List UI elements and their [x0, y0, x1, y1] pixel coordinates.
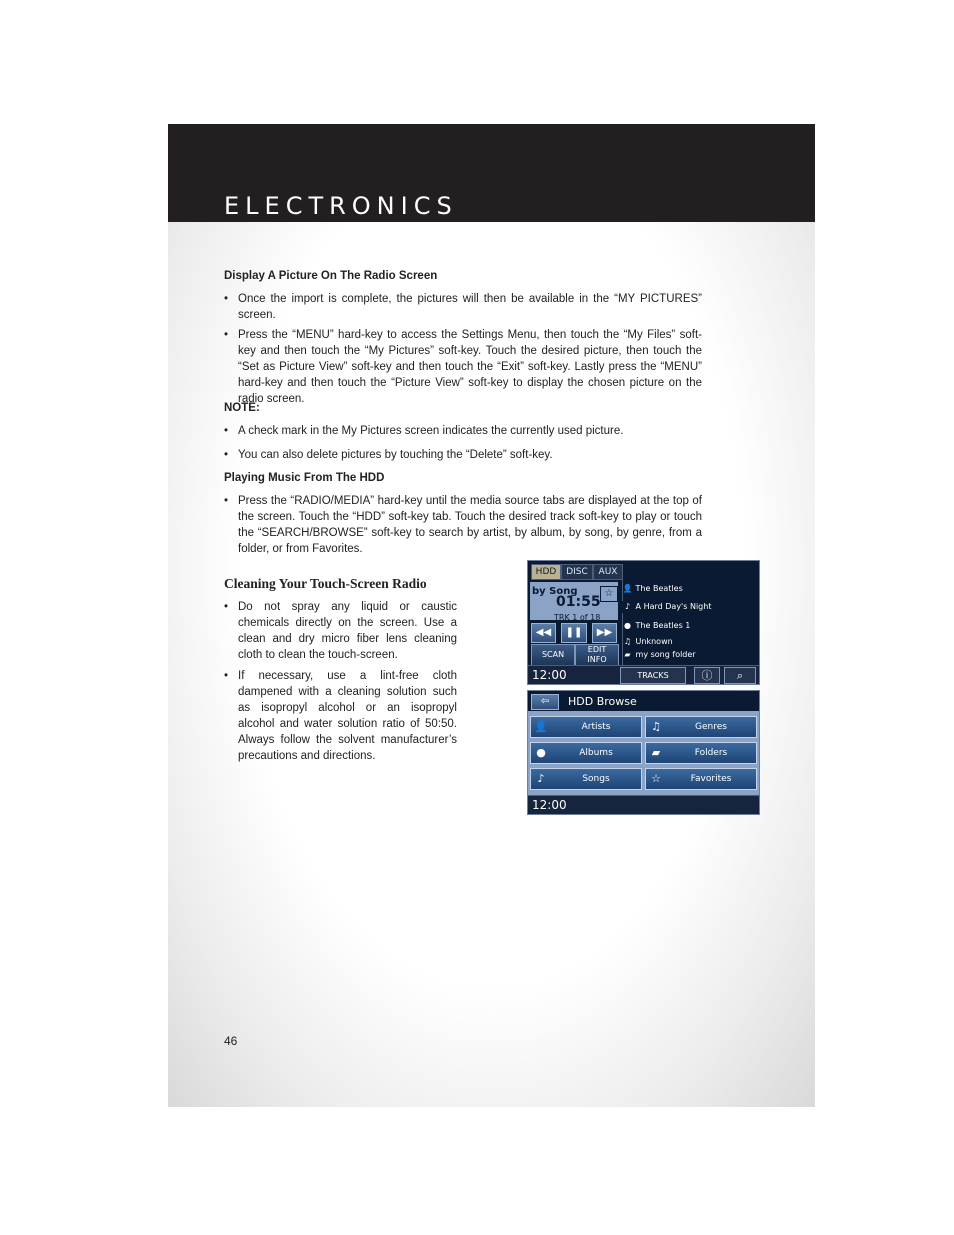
note-bullet-2 — [224, 447, 702, 463]
forward-button[interactable]: ▶▶ — [592, 623, 617, 643]
browse-title-bar — [528, 691, 759, 711]
cleaning-bullet-2 — [224, 668, 457, 764]
bullet-text: Once the import is complete, the pictures will then be available in the “MY PICTURES” screen. — [238, 293, 702, 321]
picture-heading: Display A Picture On The Radio Screen — [224, 270, 438, 282]
manual-page — [168, 124, 815, 1107]
edit-label: EDIT — [587, 645, 607, 654]
back-arrow-icon[interactable]: ⇦ — [531, 694, 559, 710]
song-icon: ♪ — [537, 772, 545, 785]
info-label: INFO — [587, 655, 607, 664]
note-heading: NOTE: — [224, 402, 260, 414]
pause-button[interactable]: ❚❚ — [561, 623, 587, 643]
guitar-icon: ♫ — [651, 720, 661, 733]
browse-title: HDD Browse — [568, 695, 637, 708]
tab-aux[interactable]: AUX — [593, 564, 623, 580]
bullet-dot: • — [224, 425, 229, 437]
list-item[interactable] — [622, 620, 757, 632]
status-bar — [528, 665, 759, 684]
tab-disc[interactable]: DISC — [561, 564, 593, 580]
browse-folders-button[interactable] — [645, 742, 757, 764]
page-number: 46 — [224, 1034, 238, 1048]
song-icon: ♪ — [624, 602, 631, 611]
tracks-button[interactable]: TRACKS — [620, 667, 686, 684]
folder-icon: ▰ — [651, 746, 661, 759]
list-item-label: The Beatles — [635, 584, 683, 593]
track-count: TRK 1 of 18 — [554, 613, 601, 622]
browse-albums-button[interactable] — [530, 742, 642, 764]
album-icon: ● — [536, 746, 546, 759]
list-item-label: The Beatles 1 — [635, 621, 691, 630]
hdd-heading: Playing Music From The HDD — [224, 472, 385, 484]
bullet-text: A check mark in the My Pictures screen indicates the currently used picture. — [238, 425, 624, 437]
bullet-dot: • — [224, 670, 229, 682]
browse-label: Favorites — [690, 774, 732, 784]
bullet-dot: • — [224, 449, 229, 461]
browse-label: Genres — [695, 722, 727, 732]
artist-icon: 👤 — [534, 720, 548, 733]
browse-genres-button[interactable] — [645, 716, 757, 738]
favorite-icon: ☆ — [651, 772, 661, 785]
browse-label: Albums — [579, 748, 613, 758]
search-icon[interactable]: ⌕ — [724, 667, 756, 684]
favorite-icon[interactable]: ☆ — [600, 586, 618, 602]
browse-grid — [528, 711, 759, 795]
browse-favorites-button[interactable] — [645, 768, 757, 790]
bullet-text: Press the “MENU” hard-key to access the Settings Menu, then touch the “My Files” soft-key and then touch the “My Pictures” soft-key. Touch the desired picture, then touch the “Set as Picture View” soft-key and then touch the “Exit” soft-key. Lastly press the “MENU” hard-key and then touch the “Picture View” soft-key to display the chosen picture on the radio screen. — [238, 329, 702, 405]
rewind-button[interactable]: ◀◀ — [531, 623, 556, 643]
browse-label: Artists — [581, 722, 611, 732]
hdd-browse-screen — [527, 690, 760, 815]
list-item[interactable] — [622, 636, 757, 648]
picture-bullet-1 — [224, 291, 702, 323]
browse-label: Folders — [694, 748, 728, 758]
header-title: ELECTRONICS — [224, 192, 458, 220]
list-item-label: my song folder — [635, 650, 696, 659]
info-icon[interactable]: ⓘ — [694, 667, 720, 684]
picture-bullet-2 — [224, 327, 702, 407]
genre-icon: ♫ — [623, 637, 632, 646]
tab-hdd[interactable]: HDD — [531, 564, 561, 580]
bullet-dot: • — [224, 495, 229, 507]
bullet-text: Do not spray any liquid or caustic chemicals directly on the screen. Use a clean and dry micro fiber lens cleaning cloth to clean the touch-screen. — [238, 601, 457, 661]
bullet-dot: • — [224, 601, 229, 613]
hdd-player-screen — [527, 560, 760, 685]
bullet-text: Press the “RADIO/MEDIA” hard-key until the media source tabs are displayed at the top of the screen. Touch the “HDD” soft-key tab. Touch the desired track soft-key to play or touch the “SEARCH/BROWSE” soft-key to search by artist, by album, by song, by genre, from a folder, or from Favorites. — [238, 495, 702, 555]
list-item-label: A Hard Day's Night — [635, 602, 712, 611]
artist-icon: 👤 — [622, 584, 633, 593]
elapsed-time: 01:55 — [556, 594, 601, 610]
list-item[interactable] — [622, 601, 757, 613]
now-playing-box — [530, 582, 618, 620]
status-bar — [528, 795, 759, 814]
hdd-bullet-1 — [224, 493, 702, 557]
note-bullet-1 — [224, 423, 702, 439]
clock: 12:00 — [532, 798, 567, 812]
list-item[interactable] — [622, 583, 757, 595]
cleaning-bullet-1 — [224, 599, 457, 663]
browse-label: Songs — [582, 774, 610, 784]
list-item[interactable] — [622, 649, 757, 661]
cleaning-heading: Cleaning Your Touch-Screen Radio — [224, 576, 427, 591]
album-icon: ● — [624, 621, 631, 630]
bullet-text: If necessary, use a lint-free cloth dampened with a cleaning solution such as isopropyl alcohol or an isopropyl alcohol and water solution ratio of 50:50. Always follow the solvent manufacturer’s precautions and directions. — [238, 670, 457, 762]
bullet-text: You can also delete pictures by touching the “Delete” soft-key. — [238, 449, 553, 461]
browse-songs-button[interactable] — [530, 768, 642, 790]
bullet-dot: • — [224, 293, 229, 305]
bullet-dot: • — [224, 329, 229, 341]
clock: 12:00 — [532, 668, 567, 682]
track-list — [622, 581, 757, 665]
section-header — [168, 124, 815, 222]
folder-icon: ▰ — [624, 650, 631, 659]
scan-button[interactable]: SCAN — [531, 644, 575, 666]
list-item-label: Unknown — [635, 637, 673, 646]
browse-artists-button[interactable] — [530, 716, 642, 738]
edit-info-button[interactable] — [575, 644, 619, 666]
browse-mode-label: by Song — [532, 586, 578, 597]
